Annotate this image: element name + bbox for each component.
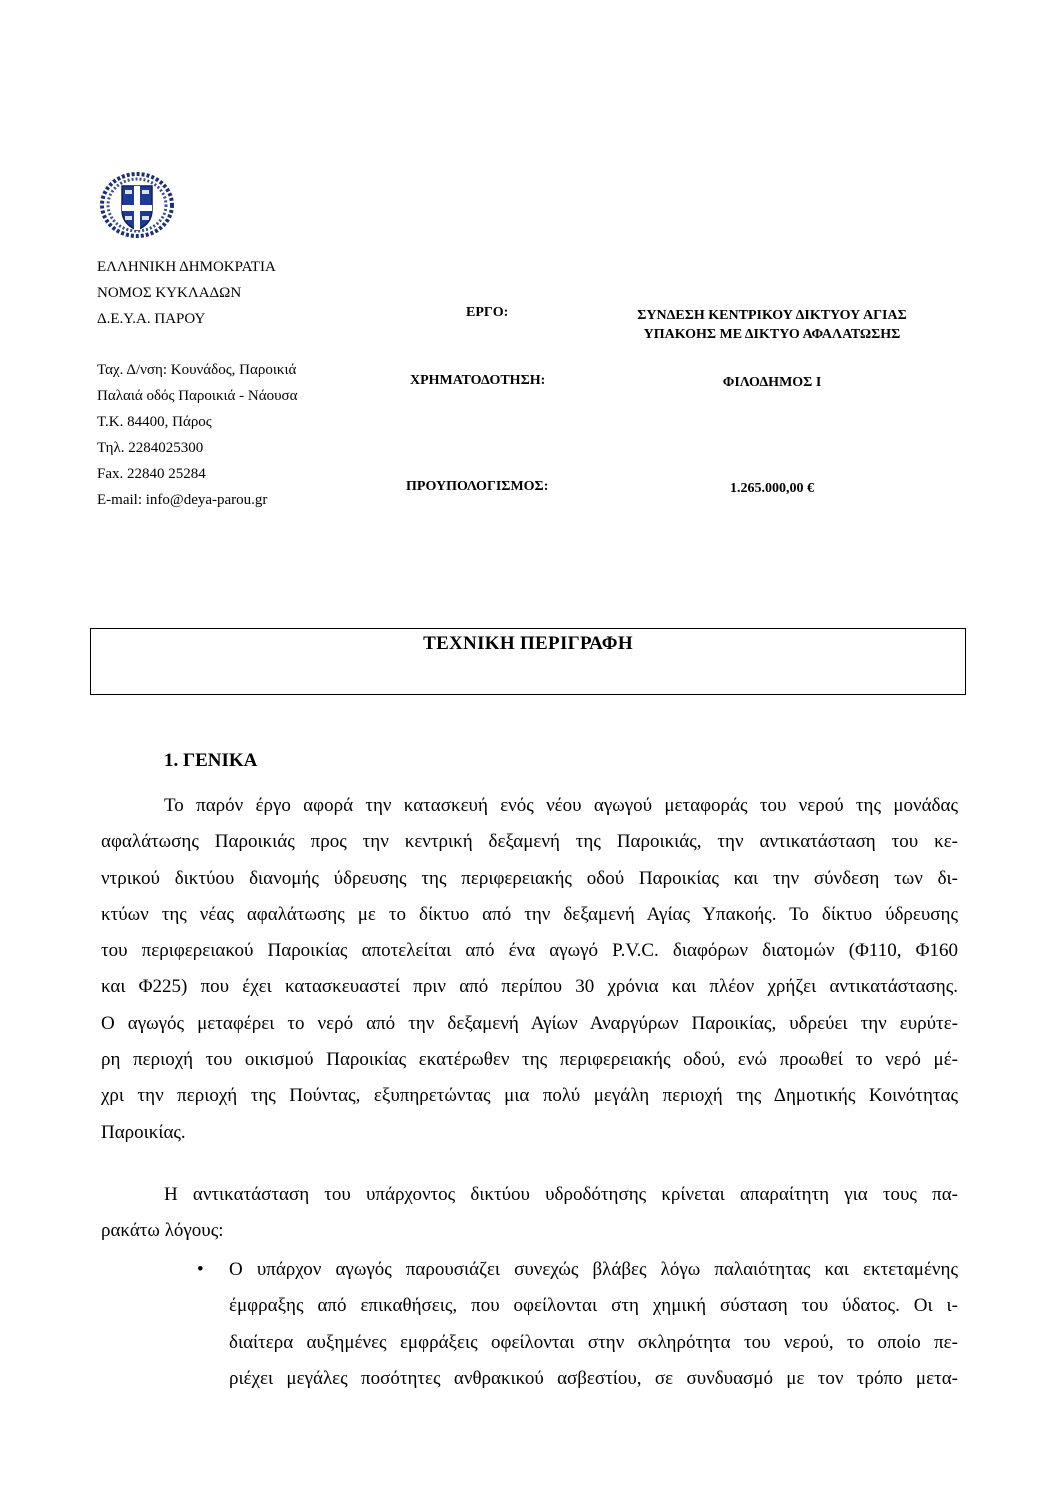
- paragraph-line: του περιφερειακού Παροικίας αποτελείται από ένα αγωγό P.V.C. διαφόρων διατομών (Φ110, Φ160: [101, 940, 958, 962]
- paragraph-2: [101, 1177, 958, 1250]
- bullet-item-1: [229, 1252, 958, 1397]
- paragraph-line: Το παρόν έργο αφορά την κατασκευή ενός νέου αγωγού μεταφοράς του νερού της μονάδας: [164, 795, 958, 816]
- paragraph-1: [101, 788, 958, 1151]
- paragraph-line: Ο αγωγός μεταφέρει το νερό από την δεξαμενή Αγίων Αναργύρων Παροικίας, υδρεύει την ευρύτε-: [101, 1012, 958, 1034]
- paragraph-line: Η αντικατάσταση του υπάρχοντος δικτύου υδροδότησης κρίνεται απαραίτητη για τους πα-: [164, 1184, 958, 1205]
- ergo-value-line: ΣΥΝΔΕΣΗ ΚΕΝΤΡΙΚΟΥ ΔΙΚΤΥΟΥ ΑΓΙΑΣ: [637, 308, 907, 323]
- address-line: Παλαιά οδός Παροικιά - Νάουσα: [97, 388, 298, 404]
- paragraph-line: κτύων της νέας αφαλάτωσης με το δίκτυο από την δεξαμενή Αγίας Υπακοής. Το δίκτυο ύδρευσης: [101, 903, 958, 925]
- fax-line: Fax. 22840 25284: [97, 466, 206, 482]
- contact-block: [97, 357, 297, 513]
- budget-value: 1.265.000,00 €: [730, 481, 814, 496]
- bullet-line: έμφραξης από επικαθήσεις, που οφείλονται στη χημική σύσταση του ύδατος. Οι ι-: [229, 1295, 958, 1317]
- organization-block: [97, 254, 276, 332]
- email-line: E-mail: info@deya-parou.gr: [97, 492, 268, 508]
- bullet-line: ριέχει μεγάλες ποσότητες ανθρακικού ασβεστίου, σε συνδυασμό με τον τρόπο μετα-: [229, 1367, 958, 1389]
- section-heading: 1. ΓΕΝΙΚΑ: [164, 750, 258, 771]
- address-line: Ταχ. Δ/νση: Κουνάδος, Παροικιά: [97, 362, 297, 378]
- ergo-value: [602, 306, 942, 344]
- paragraph-line: και Φ225) που έχει κατασκευαστεί πριν από περίπου 30 χρόνια και πλέον χρήζει αντικατάστασης.: [101, 976, 958, 998]
- postal-code-line: Τ.Κ. 84400, Πάρος: [97, 414, 212, 430]
- paragraph-line: ρακάτω λόγους:: [101, 1220, 224, 1242]
- bullet-line: διαίτερα αυξημένες εμφράξεις οφείλονται στην σκληρότητα του νερού, το οποίο πε-: [229, 1331, 958, 1353]
- paragraph-line: αφαλάτωσης Παροικιάς προς την κεντρική δεξαμενή της Παροικιάς, την αντικατάσταση του κε-: [101, 831, 958, 853]
- funding-label: ΧΡΗΜΑΤΟΔΟΤΗΣΗ:: [410, 373, 546, 388]
- paragraph-line: χρι την περιοχή της Πούντας, εξυπηρετώντας μια πολύ μεγάλη περιοχή της Δημοτικής Κοινότητας: [101, 1085, 958, 1107]
- budget-label: ΠΡΟΥΠΟΛΟΓΙΣΜΟΣ:: [406, 479, 549, 494]
- org-line: Δ.Ε.Υ.Α. ΠΑΡΟΥ: [97, 311, 206, 327]
- document-title-box: [90, 628, 966, 695]
- paragraph-line: Παροικίας.: [101, 1121, 186, 1143]
- bullet-line: Ο υπάρχον αγωγός παρουσιάζει συνεχώς βλάβες λόγω παλαιότητας και εκτεταμένης: [229, 1259, 958, 1280]
- greek-coat-of-arms-icon: [100, 172, 174, 238]
- org-line: ΕΛΛΗΝΙΚΗ ΔΗΜΟΚΡΑΤΙΑ: [97, 259, 276, 275]
- org-line: ΝΟΜΟΣ ΚΥΚΛΑΔΩΝ: [97, 285, 242, 301]
- funding-value: ΦΙΛΟΔΗΜΟΣ Ι: [722, 375, 822, 390]
- paragraph-line: ντρικού δικτύου διανομής ύδρευσης της περιφερειακής οδού Παροικίας και την σύνδεση των δι-: [101, 867, 958, 889]
- bullet-marker: •: [197, 1259, 204, 1280]
- ergo-value-line: ΥΠΑΚΟΗΣ ΜΕ ΔΙΚΤΥΟ ΑΦΑΛΑΤΩΣΗΣ: [643, 327, 901, 342]
- paragraph-line: ρη περιοχή του οικισμού Παροικίας εκατέρωθεν της περιφερειακής οδού, ενώ προωθεί το νερό μέ-: [101, 1049, 958, 1071]
- ergo-label: ΕΡΓΟ:: [466, 305, 509, 320]
- document-title: ΤΕΧΝΙΚΗ ΠΕΡΙΓΡΑΦΗ: [423, 633, 633, 654]
- phone-line: Τηλ. 2284025300: [97, 440, 204, 456]
